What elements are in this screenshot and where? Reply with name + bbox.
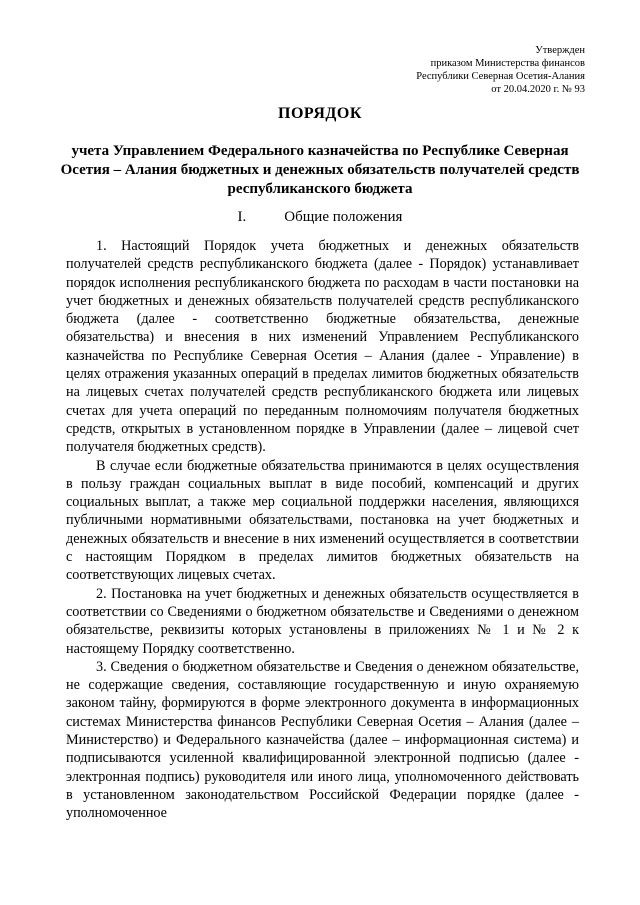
section-number: I. [237,209,247,225]
approval-line: Республики Северная Осетия-Алания [416,71,585,82]
paragraph: 3. Сведения о бюджетном обязательстве и Сведения о денежном обязательстве, не содержащие сведения, составляющие государственную и иную охраняемую законом тайну, формируются в форме электронного документа в информационных системах Министерства финансов Республики Северная Осетия – Алания (далее – Министерство) и Федерального казначейства (далее – информационная система) и подписываются усиленной квалифицированной электронной подписью (далее - электронная подпись) руководителя или иного лица, уполномоченного действовать в установленном законодательством Российской Федерации порядке (далее - уполномоченное [66,658,579,822]
paragraph: 1. Настоящий Порядок учета бюджетных и денежных обязательств получателей средств республиканского бюджета (далее - Порядок) устанавливает порядок исполнения республиканского бюджета по расходам в части постановки на учет бюджетных и денежных обязательств получателей средств республиканского бюджета (далее - соответственно бюджетные обязательства, денежные обязательства) и внесения в них изменений Управлением Республиканского казначейства по Республике Северная Осетия – Алания (далее - Управление) в целях отражения указанных операций в пределах лимитов бюджетных обязательств на лицевых счетах получателей средств республиканского бюджета или лицевых счетах для учета операций по переданным полномочиям получателя бюджетных средств, открытых в установленном порядке в Управлении (далее – лицевой счет получателя бюджетных средств). [66,238,579,456]
document-subtitle: учета Управлением Федерального казначейства по Республике Северная Осетия – Алания бюджетных и денежных обязательств получателей средств республиканского бюджета [60,143,580,197]
approval-line: от 20.04.2020 г. № 93 [491,84,585,95]
approval-line: Утвержден [535,45,585,56]
document-title: ПОРЯДОК [278,105,362,122]
approval-line: приказом Министерства финансов [430,58,585,69]
paragraph: 2. Постановка на учет бюджетных и денежных обязательств осуществляется в соответствии со Сведениями о бюджетном обязательстве и Сведениями о денежном обязательстве, реквизиты которых установлены в приложениях № 1 и № 2 к настоящему Порядку соответственно. [66,585,579,657]
section-heading [0,209,640,226]
paragraph: В случае если бюджетные обязательства принимаются в целях осуществления в пользу граждан социальных выплат в виде пособий, компенсаций и других социальных выплат, а также мер социальной поддержки населения, являющихся публичными нормативными обязательствами, постановка на учет бюджетных и денежных обязательств и внесение в них изменений осуществляется в соответствии с настоящим Порядком в пределах лимитов бюджетных обязательств на соответствующих лицевых счетах. [66,457,579,584]
body-text [66,237,579,823]
approval-stamp [416,44,585,96]
section-title: Общие положения [284,209,403,225]
